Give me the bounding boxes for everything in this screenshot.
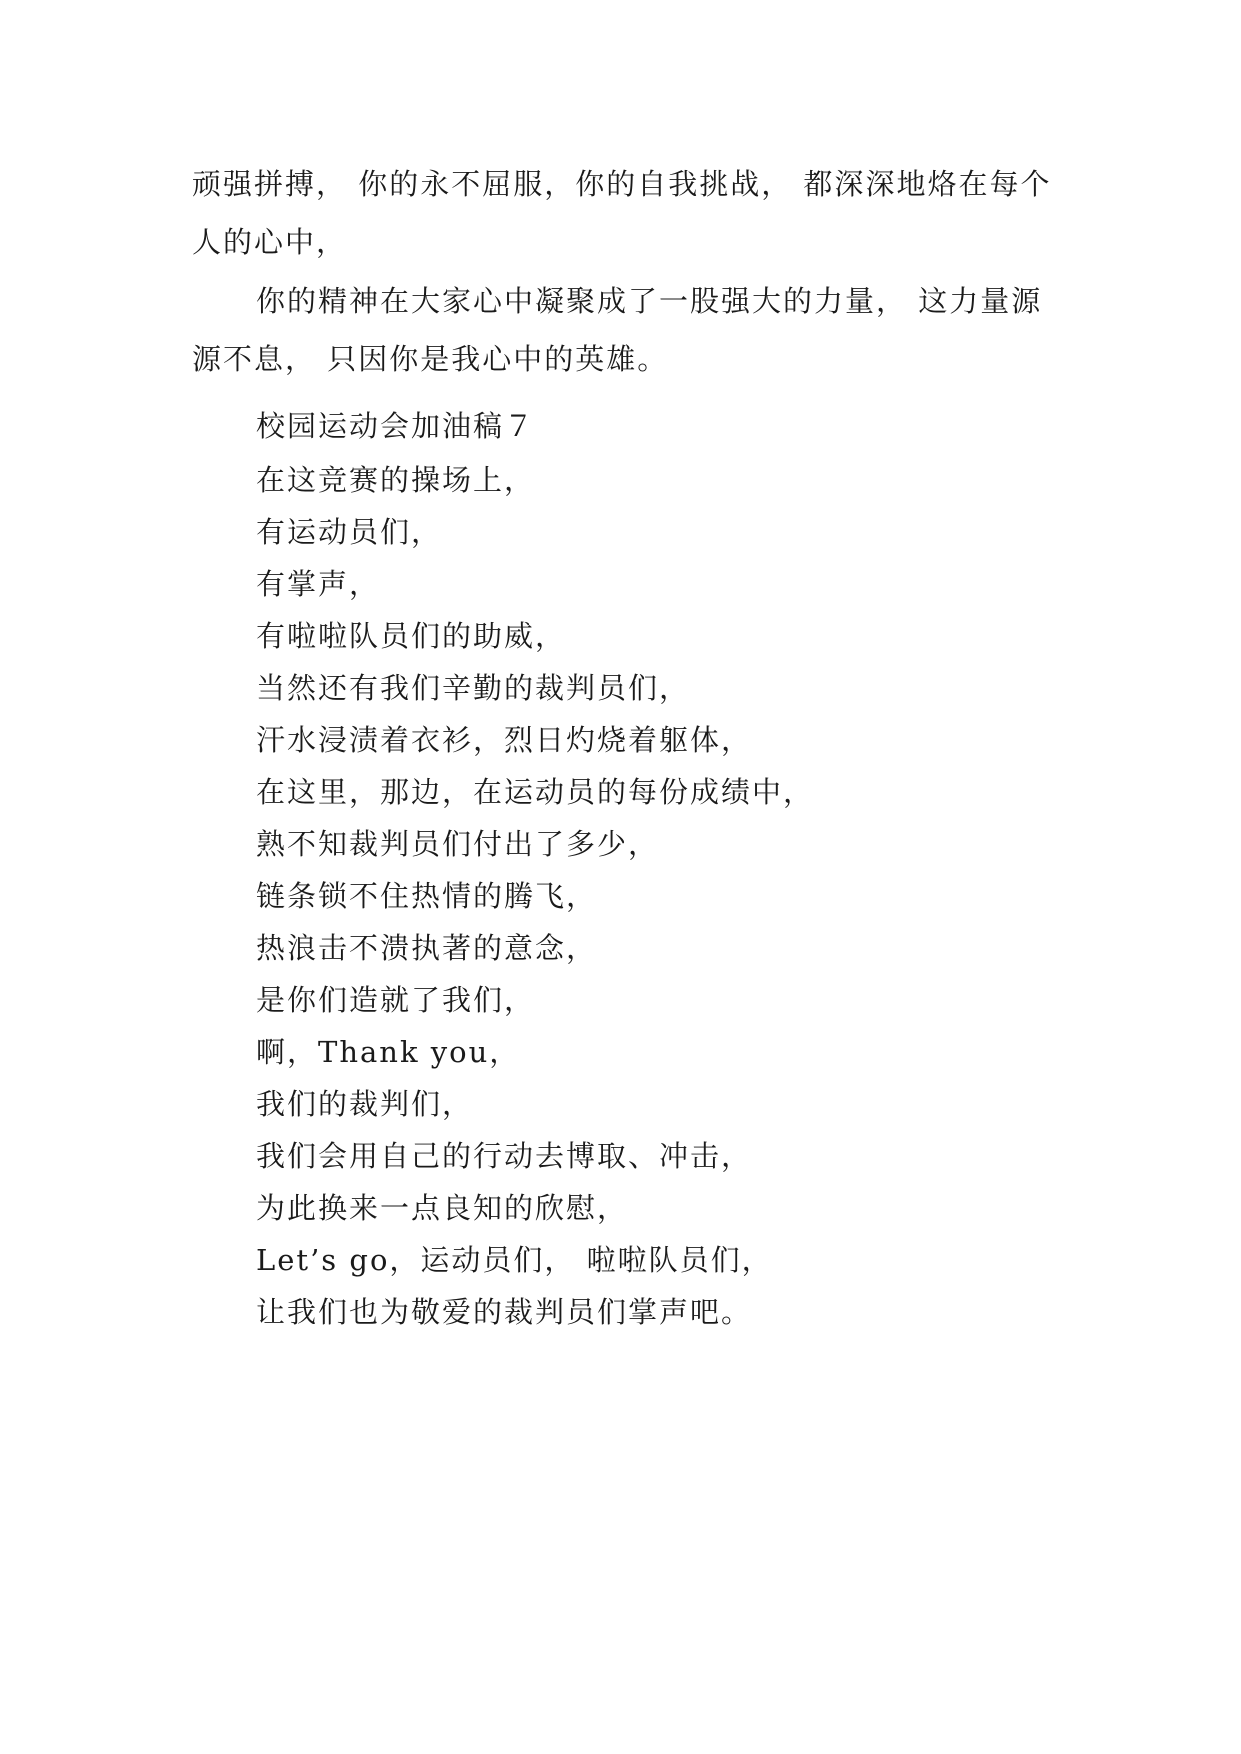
poem-line: 在这里，那边，在运动员的每份成绩中， bbox=[256, 775, 815, 809]
poem-line: 汗水浸渍着衣衫，烈日灼烧着躯体， bbox=[256, 723, 753, 757]
poem-line: 有掌声， bbox=[256, 567, 381, 601]
paragraph-1: 顽强拼搏， 你的永不屈服，你的自我挑战， 都深深地烙在每个人的心中， bbox=[192, 167, 1052, 259]
section-title: 校园运动会加油稿７ bbox=[256, 409, 536, 443]
poem-line: 让我们也为敬爱的裁判员们掌声吧。 bbox=[256, 1295, 753, 1329]
poem-line: 当然还有我们辛勤的裁判员们， bbox=[256, 671, 691, 705]
poem-line: 熟不知裁判员们付出了多少， bbox=[256, 827, 660, 861]
poem-line: 在这竞赛的操场上， bbox=[256, 463, 536, 497]
poem-line: 热浪击不溃执著的意念， bbox=[256, 931, 598, 965]
poem-line: 有啦啦队员们的助威， bbox=[256, 619, 567, 653]
poem-line: 链条锁不住热情的腾飞， bbox=[256, 879, 598, 913]
poem-line: 是你们造就了我们， bbox=[256, 983, 536, 1017]
paragraph-2: 你的精神在大家心中凝聚成了一股强大的力量， 这力量源源不息， 只因你是我心中的英雄。 bbox=[192, 284, 1043, 376]
poem-line: 我们的裁判们， bbox=[256, 1087, 474, 1121]
poem-line: 我们会用自己的行动去博取、冲击， bbox=[256, 1139, 753, 1173]
poem-line: 有运动员们， bbox=[256, 515, 443, 549]
poem-line: Let’s go，运动员们， 啦啦队员们， bbox=[256, 1243, 773, 1277]
poem-line: 啊，Thank you， bbox=[256, 1035, 521, 1069]
poem-line: 为此换来一点良知的欣慰， bbox=[256, 1191, 629, 1225]
